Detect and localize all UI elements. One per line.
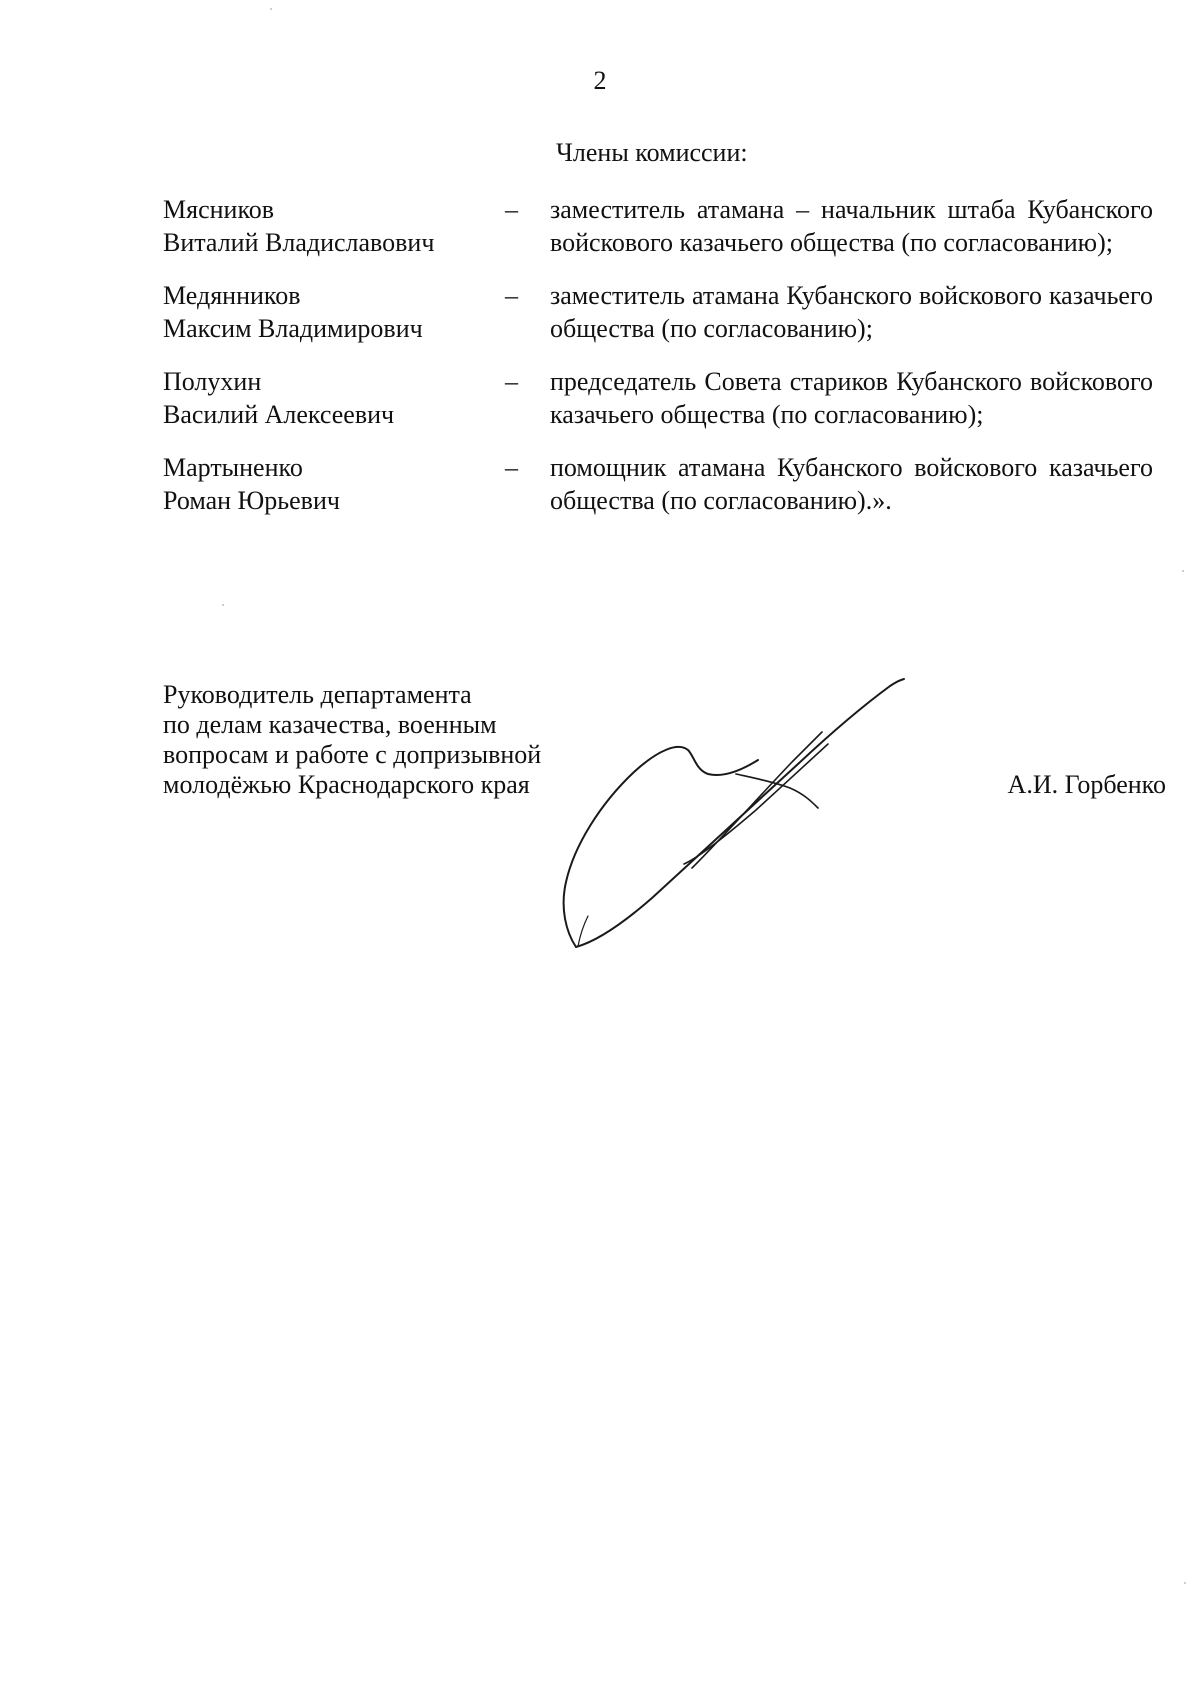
signature-stroke-sweep — [576, 679, 904, 947]
member-name — [163, 365, 493, 431]
member-surname: Мартыненко — [163, 453, 303, 482]
signatory-position — [163, 680, 603, 800]
member-given-names: Максим Владимирович — [163, 314, 423, 343]
section-heading: Члены комиссии: — [556, 138, 748, 167]
member-role: председатель Совета стариков Кубанского войскового казачьего общества (по согласованию); — [550, 367, 1153, 429]
member-name — [163, 451, 493, 517]
signatory-position-line: Руководитель департамента — [163, 680, 472, 709]
scan-speck — [222, 604, 224, 606]
signatory-position-line: по делам казачества, военным — [163, 710, 497, 739]
signature-stroke-main — [564, 747, 758, 947]
member-given-names: Виталий Владиславович — [163, 228, 435, 257]
scan-speck — [1182, 570, 1184, 572]
member-row — [163, 451, 1165, 517]
signatory-position-line: вопросам и работе с допризывной — [163, 740, 542, 769]
member-role: помощник атамана Кубанского войскового казачьего общества (по согласованию).». — [550, 453, 1153, 515]
member-surname: Мясников — [163, 195, 275, 224]
signature-stroke-inner — [692, 732, 822, 868]
member-role: заместитель атамана – начальник штаба Кубанского войскового казачьего общества (по согласованию); — [550, 195, 1153, 257]
member-row — [163, 279, 1165, 345]
member-role: заместитель атамана Кубанского войскового казачьего общества (по согласованию); — [550, 281, 1153, 343]
page-number: 2 — [593, 66, 607, 95]
member-surname: Медянников — [163, 281, 301, 310]
member-dash: – — [505, 367, 518, 396]
member-dash: – — [505, 281, 518, 310]
member-name — [163, 279, 493, 345]
signatory-position-line: молодёжью Краснодарского края — [163, 770, 530, 799]
member-given-names: Роман Юрьевич — [163, 486, 340, 515]
signatory-name: А.И. Горбенко — [1007, 770, 1166, 799]
member-dash: – — [505, 453, 518, 482]
member-dash: – — [505, 195, 518, 224]
member-given-names: Василий Алексеевич — [163, 400, 395, 429]
handwritten-signature — [560, 670, 970, 970]
member-row — [163, 365, 1165, 431]
member-surname: Полухин — [163, 367, 262, 396]
member-row — [163, 193, 1165, 259]
member-name — [163, 193, 493, 259]
scan-speck — [270, 8, 272, 10]
scan-speck — [1184, 1582, 1186, 1584]
signature-stroke-tail — [578, 916, 588, 946]
members-list — [163, 193, 1165, 517]
